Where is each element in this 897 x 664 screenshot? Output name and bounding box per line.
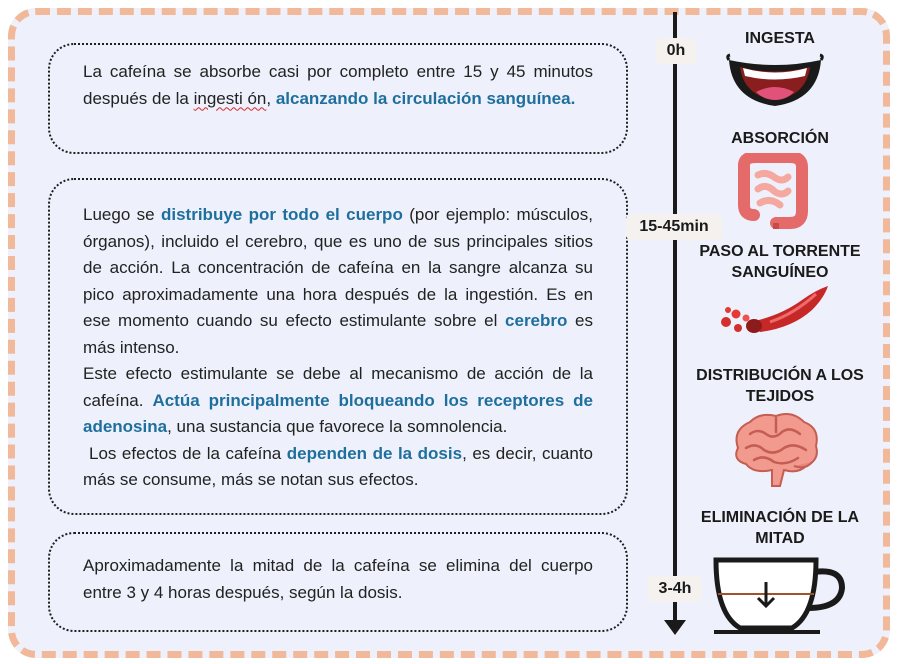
mouth-icon (726, 52, 824, 108)
stage-title-absorcion: ABSORCIÓN (731, 130, 829, 147)
absorption-text: La cafeína se absorbe casi por completo entre 15 y 45 minutos después de la (83, 62, 593, 108)
intestine-icon (736, 153, 810, 229)
brain-icon (728, 410, 822, 488)
text-card-absorption (48, 43, 628, 154)
timeline-arrow-icon (664, 620, 686, 635)
dose-text-2: , es decir, cuanto más se consume, más se notan sus efectos. (83, 443, 593, 489)
distribution-paragraph (83, 202, 593, 361)
highlight-dose: dependen de la dosis (286, 443, 463, 463)
distribution-text-2: (por ejemplo: músculos, órganos), incluido el cerebro, que es uno de sus principales sitios de acción. La concentración de cafeína en la sangre alcanza su pico aproximadamente una hora después de la ingestión. Es en ese momento cuando su efecto estimulante sobre el (83, 205, 593, 330)
stage-title-ingesta: INGESTA (745, 30, 815, 47)
timeline-label-middle: 15-45min (626, 214, 722, 240)
stage-title-eliminacion: ELIMINACIÓN DE LA MITAD (700, 509, 860, 547)
distribution-text-3: es más intenso. (83, 311, 593, 357)
highlight-brain: cerebro (505, 311, 568, 330)
highlight-distributes: distribuye por todo el cuerpo (161, 205, 403, 224)
absorption-paragraph (83, 59, 593, 112)
blood-vessel-icon (720, 282, 832, 334)
dose-text-1: Los efectos de la cafeína (89, 443, 287, 463)
elimination-paragraph: Aproximadamente la mitad de la cafeína se elimina del cuerpo entre 3 y 4 horas después, según la dosis. (83, 556, 593, 602)
coffee-cup-icon (710, 556, 856, 636)
highlight-adenosine: Actúa principalmente bloqueando los receptores de adenosina (83, 390, 593, 436)
timeline-label-start: 0h (656, 38, 696, 64)
stage-title-torrente: PASO AL TORRENTE SANGUÍNEO (699, 243, 861, 281)
misspelled-word: ingesti ón (193, 88, 267, 108)
timeline-line (673, 12, 677, 624)
mechanism-text-1: Este efecto estimulante se debe al mecanismo de acción de la cafeína. (83, 364, 593, 410)
distribution-text-1: Luego se (83, 205, 161, 224)
text-card-elimination (48, 532, 628, 632)
highlight-circulation: alcanzando la circulación sanguínea. (275, 88, 576, 108)
mechanism-text-2: , una sustancia que favorece la somnolencia. (167, 417, 508, 436)
timeline-label-end: 3-4h (648, 576, 702, 602)
dose-paragraph (83, 441, 593, 494)
absorption-text-comma: , (266, 88, 276, 108)
stage-title-distribucion: DISTRIBUCIÓN A LOS TEJIDOS (696, 367, 864, 405)
mechanism-paragraph (83, 361, 593, 441)
text-card-distribution (48, 178, 628, 515)
